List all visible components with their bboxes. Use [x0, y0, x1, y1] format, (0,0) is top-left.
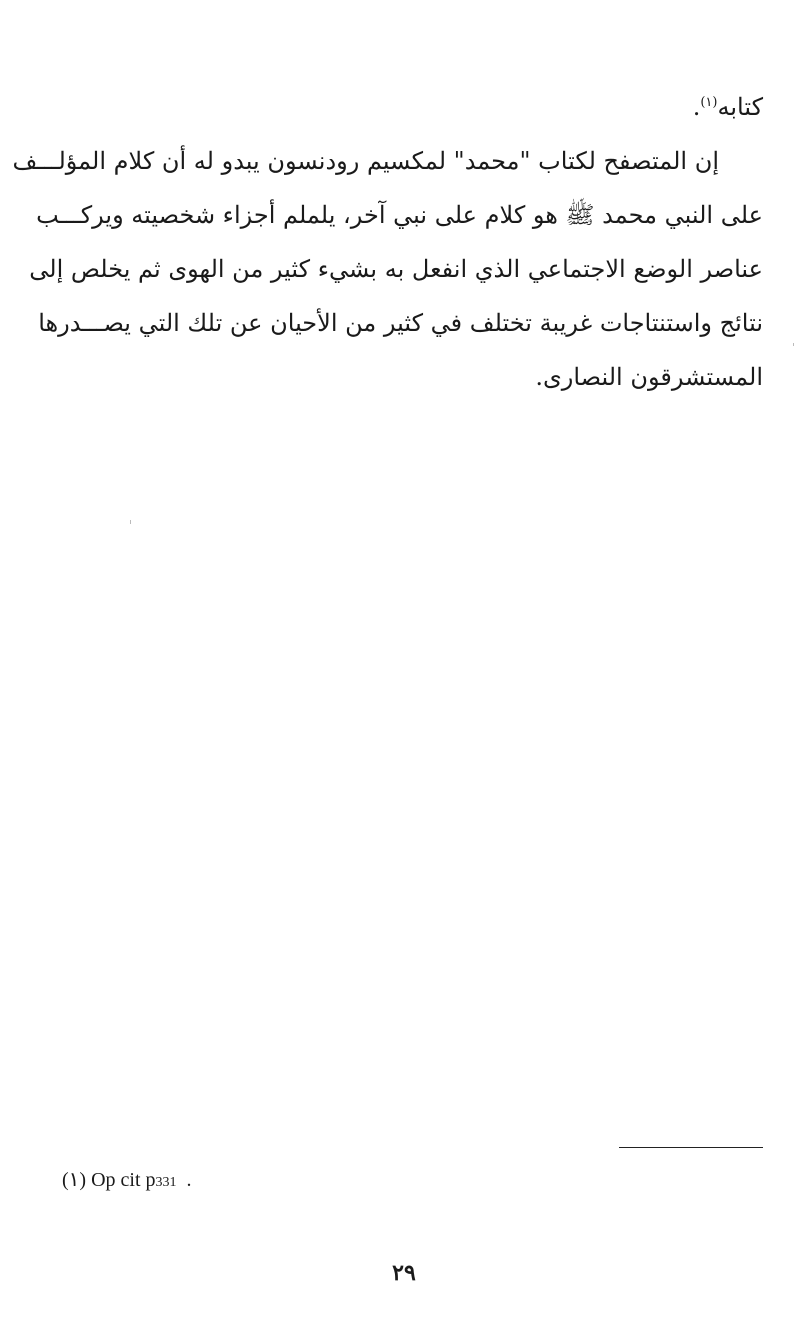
footnote-page-ref: 331 — [155, 1175, 177, 1190]
footnote-marker: (١) — [62, 1169, 87, 1191]
text-line-1 — [60, 80, 763, 134]
paragraph-line-5: المستشرقون النصارى. — [535, 363, 763, 391]
scan-speck — [130, 520, 131, 524]
paragraph-line-1: إن المتصفح لكتاب "محمد" لمكسيم رودنسون يبدو له أن كلام المؤلـــف — [12, 147, 719, 175]
scan-speck — [793, 343, 794, 346]
text-line-1-period: . — [692, 93, 701, 121]
footnote-text: Op cit p — [91, 1169, 156, 1191]
footnote — [62, 1167, 192, 1192]
page-number: ٢٩ — [392, 1260, 416, 1286]
text-line-1-word: كتابه — [717, 93, 763, 121]
paragraph-line-4: نتائج واستنتاجات غريبة تختلف في كثير من الأحيان عن تلك التي يصـــدرها — [38, 309, 763, 337]
main-text — [12, 80, 763, 404]
footnote-separator — [619, 1147, 763, 1148]
footnote-trail: . — [186, 1169, 192, 1191]
footnote-reference: (١) — [700, 95, 718, 110]
paragraph-line-2: على النبي محمد ﷺ هو كلام على نبي آخر، يلملم أجزاء شخصيته ويركـــب — [36, 201, 763, 229]
paragraph-line-3: عناصر الوضع الاجتماعي الذي انفعل به بشيء كثير من الهوى ثم يخلص إلى — [29, 255, 763, 283]
